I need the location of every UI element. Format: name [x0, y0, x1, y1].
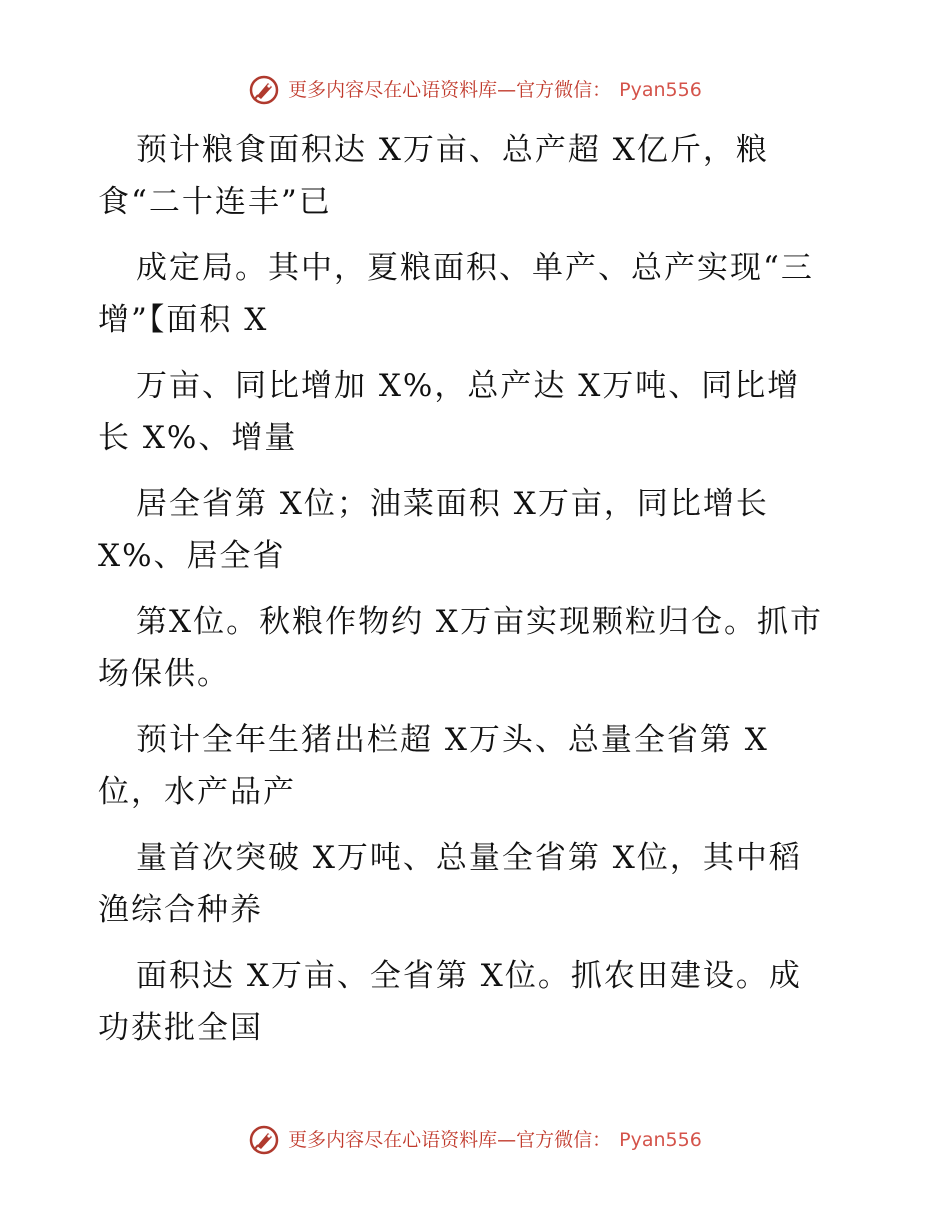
watermark-wechat-id: Pyan556 [619, 1129, 702, 1151]
watermark-text: 更多内容尽在心语资料库—官方微信： [288, 1129, 612, 1151]
text-line: 食“二十连丰”已 [98, 184, 332, 220]
watermark-wechat-id: Pyan556 [619, 79, 702, 101]
pen-nib-logo-icon [248, 74, 280, 106]
text-line: 第X位。秋粮作物约 X万亩实现颗粒归仓。抓市 [136, 604, 823, 640]
watermark-text: 更多内容尽在心语资料库—官方微信： [288, 79, 612, 101]
body-text [98, 124, 868, 1054]
watermark-footer [0, 1124, 950, 1156]
text-line: 面积达 X万亩、全省第 X位。抓农田建设。成 [136, 958, 802, 994]
text-line: 预计全年生猪出栏超 X万头、总量全省第 X [136, 722, 769, 758]
text-line: 预计粮食面积达 X万亩、总产超 X亿斤，粮 [136, 132, 769, 168]
text-line: X%、居全省 [98, 538, 286, 574]
text-line: 功获批全国 [98, 1010, 263, 1046]
text-line: 位，水产品产 [98, 774, 296, 810]
watermark-header [0, 74, 950, 106]
text-line: 场保供。 [98, 656, 230, 692]
text-line: 成定局。其中，夏粮面积、单产、总产实现“三 [136, 250, 814, 286]
text-line: 量首次突破 X万吨、总量全省第 X位，其中稻 [136, 840, 802, 876]
text-line: 居全省第 X位；油菜面积 X万亩，同比增长 [136, 486, 769, 522]
text-line: 万亩、同比增加 X%，总产达 X万吨、同比增 [136, 368, 801, 404]
pen-nib-logo-icon [248, 1124, 280, 1156]
text-line: 长 X%、增量 [98, 420, 298, 456]
text-line: 增”【面积 X [98, 302, 269, 338]
text-line: 渔综合种养 [98, 892, 263, 928]
